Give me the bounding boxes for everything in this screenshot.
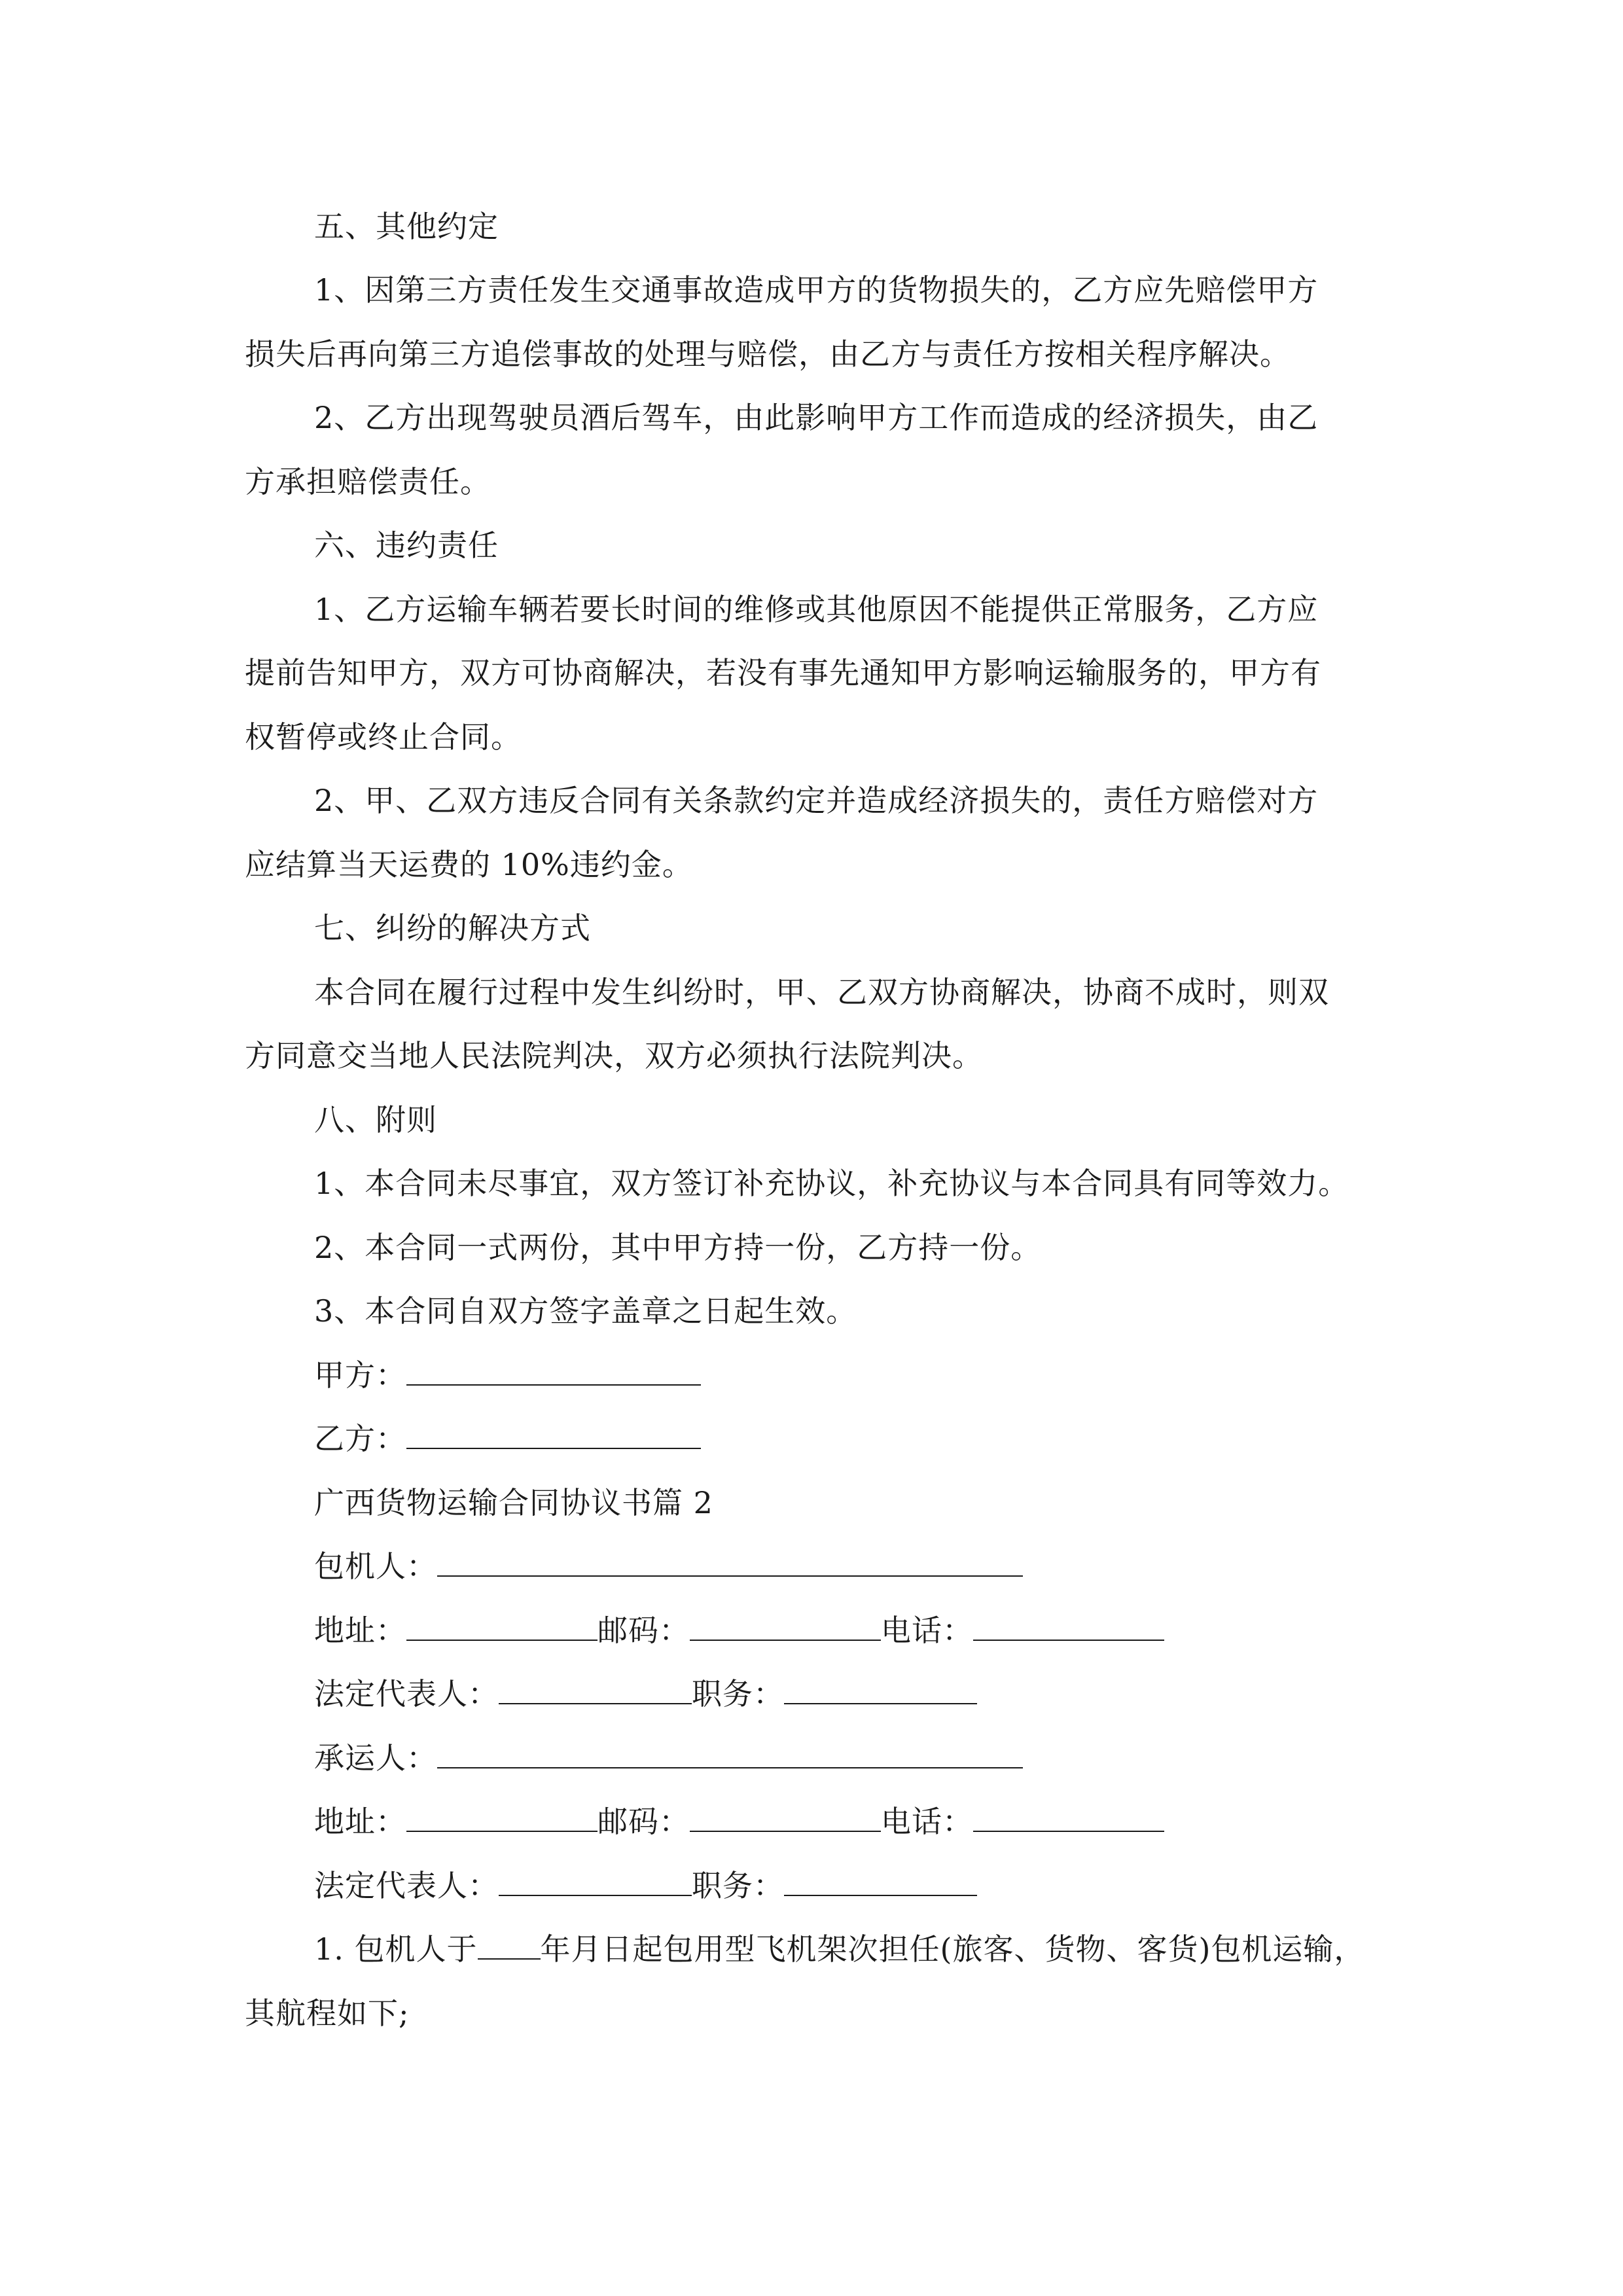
carrier-position-label: 职务： (692, 1868, 784, 1903)
section-8-item-2: 2、本合同一式两份，其中甲方持一份，乙方持一份。 (314, 1230, 1042, 1265)
section-6-para-1-line-2: 提前告知甲方，双方可协商解决，若没有事先通知甲方影响运输服务的，甲方有 (245, 655, 1321, 691)
section-5-para-1-line-1: 1、因第三方责任发生交通事故造成甲方的货物损失的，乙方应先赔偿甲方 (314, 272, 1319, 308)
charterer-postcode-label: 邮码： (597, 1613, 690, 1648)
party-b-blank[interactable] (406, 1419, 701, 1449)
carrier-legal-rep-blank[interactable] (499, 1866, 692, 1896)
carrier-postcode-label: 邮码： (597, 1804, 690, 1839)
charterer-blank[interactable] (437, 1547, 1023, 1577)
contract-2-title: 广西货物运输合同协议书篇 2 (314, 1485, 713, 1520)
charterer-address-label: 地址： (314, 1613, 406, 1648)
section-5-para-2-line-1: 2、乙方出现驾驶员酒后驾车，由此影响甲方工作而造成的经济损失，由乙 (314, 400, 1319, 435)
charterer-contact-line (314, 1611, 1164, 1650)
section-8-item-3: 3、本合同自双方签字盖章之日起生效。 (314, 1293, 857, 1329)
charterer-legal-rep-label: 法定代表人： (314, 1676, 499, 1712)
section-8-item-1: 1、本合同未尽事宜，双方签订补充协议，补充协议与本合同具有同等效力。 (314, 1166, 1349, 1201)
charterer-line (314, 1547, 1023, 1586)
charterer-position-blank[interactable] (784, 1674, 977, 1704)
carrier-blank[interactable] (437, 1738, 1023, 1768)
charterer-phone-blank[interactable] (973, 1611, 1164, 1641)
section-6-para-1-line-1: 1、乙方运输车辆若要长时间的维修或其他原因不能提供正常服务，乙方应 (314, 592, 1319, 627)
section-6-para-1-line-3: 权暂停或终止合同。 (245, 719, 522, 755)
party-a-label: 甲方： (314, 1357, 406, 1393)
carrier-postcode-blank[interactable] (690, 1802, 881, 1832)
charterer-legal-rep-blank[interactable] (499, 1674, 692, 1704)
section-6-para-2-line-1: 2、甲、乙双方违反合同有关条款约定并造成经济损失的，责任方赔偿对方 (314, 783, 1319, 818)
carrier-representative-line (314, 1866, 977, 1905)
clause-1-end: 年月日起包用型飞机架次担任(旅客、货物、客货)包机运输， (540, 1931, 1365, 1967)
charterer-phone-label: 电话： (881, 1613, 973, 1648)
section-6-para-2-line-2: 应结算当天运费的 10%违约金。 (245, 847, 693, 882)
charterer-address-blank[interactable] (406, 1611, 597, 1641)
party-b-label: 乙方： (314, 1421, 406, 1456)
section-7-para-1-line-1: 本合同在履行过程中发生纠纷时，甲、乙双方协商解决，协商不成时，则双 (314, 975, 1329, 1010)
carrier-address-blank[interactable] (406, 1802, 597, 1832)
section-7-para-1-line-2: 方同意交当地人民法院判决，双方必须执行法院判决。 (245, 1038, 983, 1073)
charterer-position-label: 职务： (692, 1676, 784, 1712)
section-8-heading: 八、附则 (314, 1102, 437, 1138)
carrier-contact-line (314, 1802, 1164, 1841)
charterer-label: 包机人： (314, 1549, 437, 1584)
charterer-representative-line (314, 1674, 977, 1713)
clause-1-line-1 (314, 1929, 1364, 1969)
carrier-position-blank[interactable] (784, 1866, 977, 1896)
section-5-para-1-line-2: 损失后再向第三方追偿事故的处理与赔偿，由乙方与责任方按相关程序解决。 (245, 336, 1291, 372)
section-5-heading: 五、其他约定 (314, 209, 499, 244)
carrier-phone-blank[interactable] (973, 1802, 1164, 1832)
party-a-blank[interactable] (406, 1355, 701, 1386)
section-6-heading: 六、违约责任 (314, 528, 499, 563)
carrier-label: 承运人： (314, 1740, 437, 1776)
clause-1-start: 1. 包机人于 (314, 1931, 478, 1967)
clause-1-blank[interactable] (478, 1929, 541, 1960)
carrier-address-label: 地址： (314, 1804, 406, 1839)
carrier-legal-rep-label: 法定代表人： (314, 1868, 499, 1903)
charterer-postcode-blank[interactable] (690, 1611, 881, 1641)
carrier-phone-label: 电话： (881, 1804, 973, 1839)
section-5-para-2-line-2: 方承担赔偿责任。 (245, 464, 491, 499)
carrier-line (314, 1738, 1023, 1778)
section-7-heading: 七、纠纷的解决方式 (314, 910, 591, 946)
clause-1-line-2: 其航程如下; (245, 1996, 410, 2031)
party-b-signature-line (314, 1419, 701, 1458)
party-a-signature-line (314, 1355, 701, 1395)
